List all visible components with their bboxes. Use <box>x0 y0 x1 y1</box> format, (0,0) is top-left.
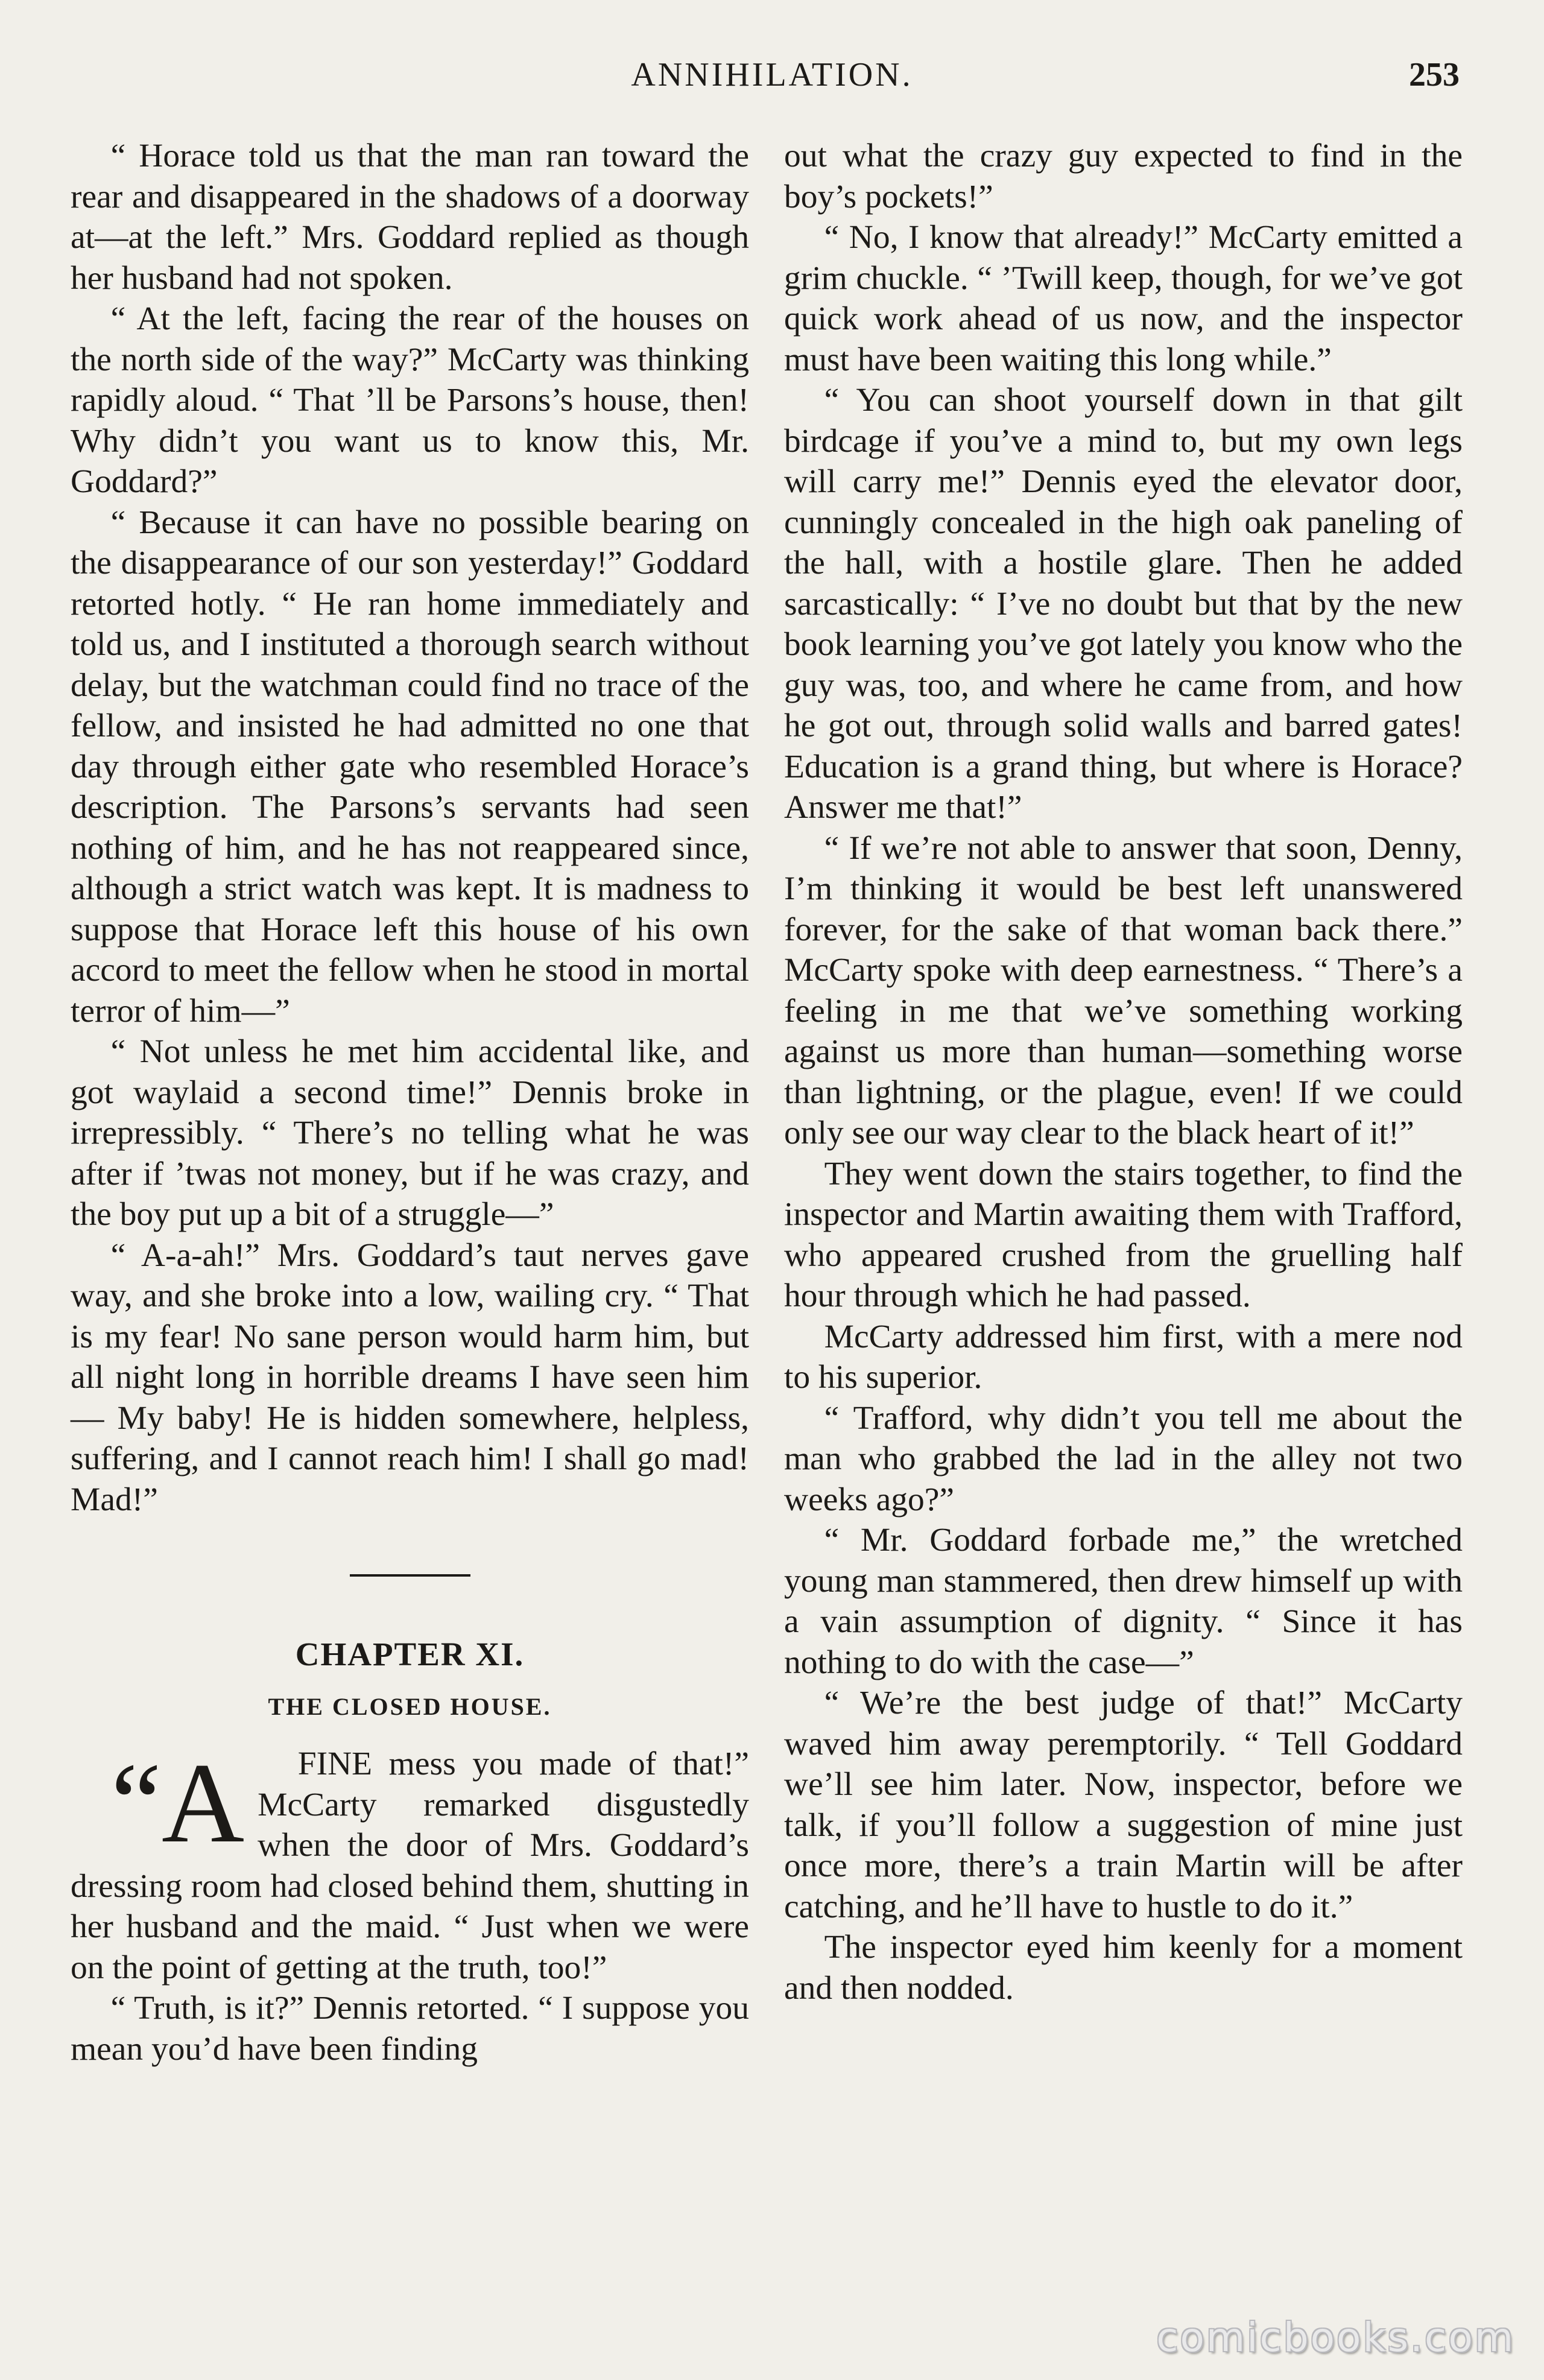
paragraph: “ We’re the best judge of that!” McCarty waved him away peremptorily. “ Tell Goddard we’ll see him later. Now, inspector, before we talk, if you’ll follow a suggestion of mine just once more, there’s a train Martin will be after catching, and he’ll have to hustle to do it.” <box>784 1685 1463 1925</box>
paragraph: “ Trafford, why didn’t you tell me about the man who grabbed the lad in the alley not two weeks ago?” <box>784 1399 1463 1518</box>
drop-cap-letter: A <box>161 1740 245 1867</box>
paragraph: The inspector eyed him keenly for a moment and then nodded. <box>784 1929 1463 2007</box>
paragraph: “ Mr. Goddard forbade me,” the wretched young man stammered, then drew himself up with a vain assumption of dignity. “ Since it has nothing to do with the case—” <box>784 1522 1463 1681</box>
opening-text: FINE mess you made of that!” McCarty remarked disgustedly when the door of Mrs. Goddard’s dressing room had closed behind them, shutting in her husband and the maid. “ Just when we were on the point of getting at the truth, too!” <box>71 1745 749 1986</box>
chapter-title: CHAPTER XI. <box>295 1636 525 1673</box>
paragraph: “ No, I know that already!” McCarty emitted a grim chuckle. “ ’Twill keep, though, for we’ve got quick work ahead of us now, and the inspector must have been waiting this long while.” <box>784 219 1463 378</box>
page-header <box>0 55 1544 110</box>
paragraph: “ Truth, is it?” Dennis retorted. “ I suppose you mean you’d have been finding <box>71 1990 749 2068</box>
drop-cap <box>71 1740 245 1867</box>
continued-paragraph: out what the crazy guy expected to find in the boy’s pockets!” <box>784 138 1463 215</box>
chapter-subtitle: THE CLOSED HOUSE. <box>268 1693 552 1720</box>
left-column <box>71 136 749 2069</box>
paragraph: “ Because it can have no possible bearing on the disappearance of our son yesterday!” Goddard retorted hotly. “ He ran home immediately and told us, and I instituted a thorough search without delay, but the watchman could find no trace of the fellow, and insisted he had admitted no one that day through either gate who resembled Horace’s description. The Parsons’s servants had seen nothing of him, and he has not reappeared since, although a strict watch was kept. It is madness to suppose that Horace left this house of his own accord to meet the fellow when he stood in mortal terror of him—” <box>71 504 749 1030</box>
paragraph: McCarty addressed him first, with a mere nod to his superior. <box>784 1318 1463 1396</box>
right-column <box>784 136 1463 2008</box>
paragraph: “ You can shoot yourself down in that gilt birdcage if you’ve a mind to, but my own legs will carry me!” Dennis eyed the elevator door, cunningly concealed in the high oak paneling of the hall, with a hostile glare. Then he added sarcastically: “ I’ve no doubt but that by the new book learning you’ve got lately you know who the guy was, too, and where he came from, and how he got out, through solid walls and barred gates! Education is a grand thing, but where is Horace? Answer me that!” <box>784 382 1463 826</box>
chapter-opening-paragraph <box>71 1740 749 1988</box>
paragraph: “ Horace told us that the man ran toward the rear and disappeared in the shadows of a doorway at—at the left.” Mrs. Goddard replied as though her husband had not spoken. <box>71 138 749 297</box>
page-number: 253 <box>1409 56 1460 93</box>
paragraph: “ A-a-ah!” Mrs. Goddard’s taut nerves gave way, and she broke into a low, wailing cry. “ That is my fear! No sane person would harm him, but all night long in horrible dreams I have seen him— My baby! He is hidden somewhere, helpless, suffering, and I cannot reach him! I shall go mad! Mad!” <box>71 1236 749 1518</box>
running-title: ANNIHILATION. <box>631 56 913 93</box>
paragraph: “ Not unless he met him accidental like, and got waylaid a second time!” Dennis broke in irrepressibly. “ There’s no telling what he was after if ’twas not money, but if he was crazy, and the boy put up a bit of a struggle—” <box>71 1033 749 1233</box>
paragraph: “ At the left, facing the rear of the houses on the north side of the way?” McCarty was thinking rapidly aloud. “ That ’ll be Parsons’s house, then! Why didn’t you want us to know this, Mr. Goddard?” <box>71 300 749 500</box>
paragraph: They went down the stairs together, to find the inspector and Martin awaiting them with Trafford, who appeared crushed from the gruelling half hour through which he had passed. <box>784 1155 1463 1314</box>
paragraph: “ If we’re not able to answer that soon, Denny, I’m thinking it would be best left unanswered forever, for the sake of that woman back there.” McCarty spoke with deep earnestness. “ There’s a feeling in me that we’ve something working against us more than human—something worse than lightning, or the plague, even! If we could only see our way clear to the black heart of it!” <box>784 829 1463 1151</box>
watermark: comicbooks.com <box>1156 2314 1515 2361</box>
opening-quote-mark: “ <box>110 1740 162 1867</box>
section-divider <box>350 1574 470 1577</box>
